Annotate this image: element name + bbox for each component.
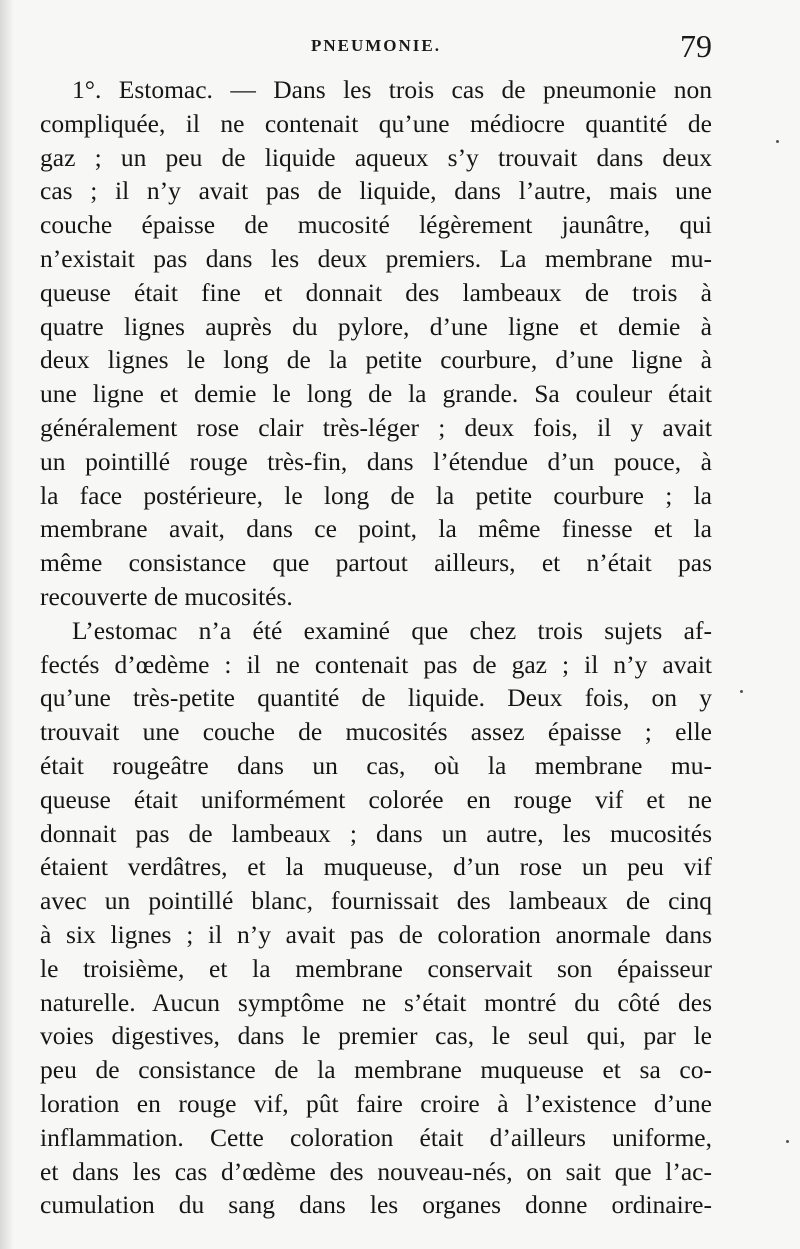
- text-line: couche épaisse de mucosité légèrement jaunâtre, qui: [40, 210, 712, 240]
- text-line: gaz ; un peu de liquide aqueux s’y trouvait dans deux: [40, 142, 712, 172]
- text-line: et dans les cas d’œdème des nouveau-nés, on sait que l’ac-: [40, 1156, 712, 1186]
- text-line: recouverte de mucosités.: [40, 581, 293, 611]
- text-line: le troisième, et la membrane conservait son épaisseur: [40, 953, 712, 983]
- page-header: [40, 28, 712, 68]
- text-line: L’estomac n’a été examiné que chez trois sujets af-: [72, 615, 712, 645]
- paper-speck: [786, 1140, 789, 1143]
- text-line: fectés d’œdème : il ne contenait pas de gaz ; il n’y avait: [40, 649, 712, 679]
- text-line: avec un pointillé blanc, fournissait des lambeaux de cinq: [40, 886, 712, 916]
- text-line: cas ; il n’y avait pas de liquide, dans l’autre, mais une: [40, 176, 712, 206]
- text-line: membrane avait, dans ce point, la même finesse et la: [40, 514, 712, 544]
- text-line: étaient verdâtres, et la muqueuse, d’un rose un peu vif: [40, 852, 712, 882]
- text-line: voies digestives, dans le premier cas, le seul qui, par le: [40, 1021, 712, 1051]
- text-line: cumulation du sang dans les organes donne ordinaire-: [40, 1190, 712, 1220]
- paper-speck: [776, 140, 779, 143]
- text-line: peu de consistance de la membrane muqueuse et sa co-: [40, 1055, 712, 1085]
- text-line: trouvait une couche de mucosités assez épaisse ; elle: [40, 717, 712, 747]
- text-line: même consistance que partout ailleurs, et n’était pas: [40, 548, 712, 578]
- text-line: deux lignes le long de la petite courbure, d’une ligne à: [40, 345, 712, 375]
- text-line: naturelle. Aucun symptôme ne s’était montré du côté des: [40, 987, 712, 1017]
- text-line: à six lignes ; il n’y avait pas de coloration anormale dans: [40, 919, 712, 949]
- body-text: [40, 73, 712, 1222]
- text-line: queuse était fine et donnait des lambeaux de trois à: [40, 277, 712, 307]
- text-line: généralement rose clair très-léger ; deux fois, il y avait: [40, 412, 712, 442]
- text-line: une ligne et demie le long de la grande. Sa couleur était: [40, 379, 712, 409]
- page-number: 79: [680, 28, 712, 64]
- text-line: donnait pas de lambeaux ; dans un autre, les mucosités: [40, 818, 712, 848]
- text-line: n’existait pas dans les deux premiers. La membrane mu-: [40, 243, 712, 273]
- running-title: PNEUMONIE.: [310, 36, 442, 55]
- text-line: qu’une très-petite quantité de liquide. Deux fois, on y: [40, 683, 712, 713]
- text-line: loration en rouge vif, pût faire croire à l’existence d’une: [40, 1088, 712, 1118]
- text-line: était rougeâtre dans un cas, où la membrane mu-: [40, 750, 712, 780]
- text-line: queuse était uniformément colorée en rouge vif et ne: [40, 784, 712, 814]
- text-line: quatre lignes auprès du pylore, d’une ligne et demie à: [40, 311, 712, 341]
- text-line: inflammation. Cette coloration était d’ailleurs uniforme,: [40, 1122, 712, 1152]
- text-line: un pointillé rouge très-fin, dans l’étendue d’un pouce, à: [40, 446, 712, 476]
- text-line: 1°. Estomac. — Dans les trois cas de pneumonie non: [72, 75, 712, 104]
- text-line: compliquée, il ne contenait qu’une médiocre quantité de: [40, 108, 712, 138]
- page-gutter-shadow: [0, 0, 14, 1249]
- text-line: la face postérieure, le long de la petite courbure ; la: [40, 480, 712, 510]
- paper-speck: [740, 690, 743, 693]
